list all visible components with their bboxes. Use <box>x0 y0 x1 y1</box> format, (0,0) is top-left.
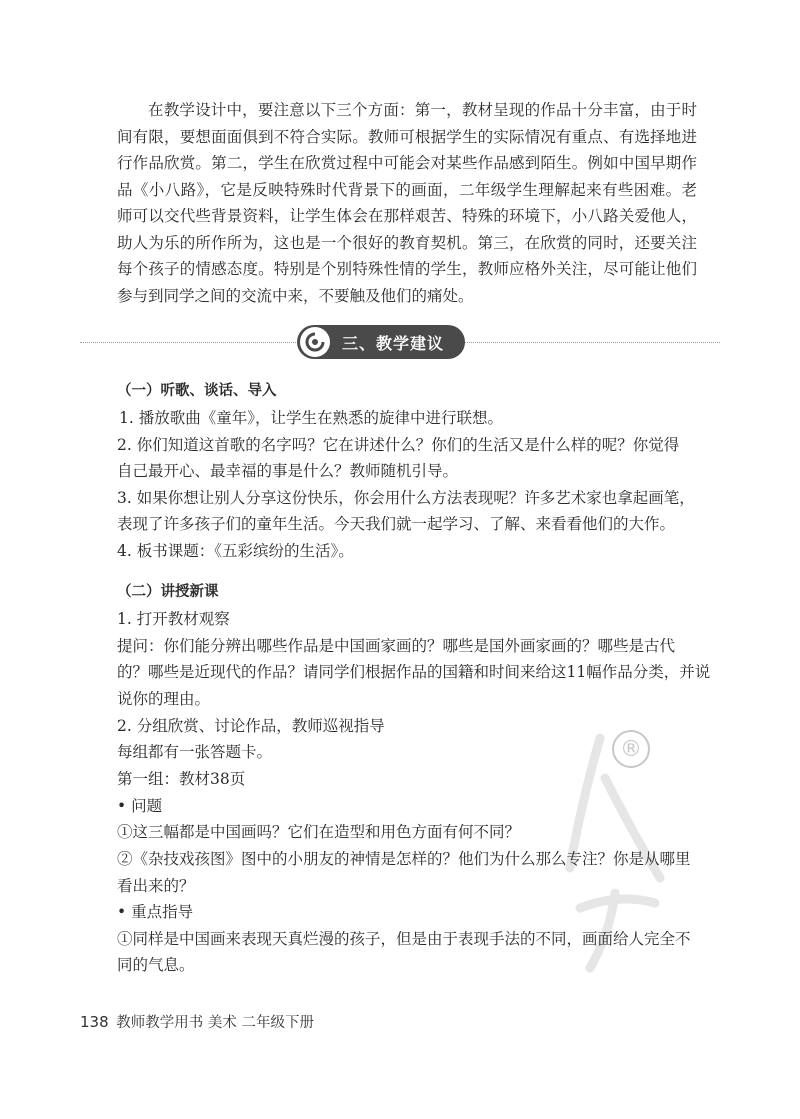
intro-paragraph <box>117 97 697 309</box>
part2-line: 提问：你们能分辨出哪些作品是中国画家画的？哪些是国外画家画的？哪些是古代 <box>117 637 676 655</box>
part2-line: ②《杂技戏孩图》图中的小朋友的神情是怎样的？他们为什么那么专注？你是从哪里 <box>117 850 691 868</box>
part2-heading: （二）讲授新课 <box>117 584 219 600</box>
ring-icon <box>300 327 330 357</box>
part2-line: 每组都有一张答题卡。 <box>117 743 273 761</box>
part1-heading: （一）听歌、谈话、导入 <box>117 383 277 399</box>
part2-line: 2. 分组欣赏、讨论作品，教师巡视指导 <box>117 717 385 735</box>
part2-line: ①这三幅都是中国画吗？它们在造型和用色方面有何不同？ <box>117 823 521 841</box>
registered-mark: ® <box>612 730 650 768</box>
part2-line: 看出来的？ <box>117 877 195 895</box>
section-badge <box>297 325 465 359</box>
part2-line: • 重点指导 <box>117 903 194 921</box>
part1-item: 3. 如果你想让别人分享这份快乐，你会用什么方法表现呢？许多艺术家也拿起画笔， <box>117 489 695 507</box>
section-title: 三、教学建议 <box>342 333 445 353</box>
intro-text: 在教学设计中，要注意以下三个方面：第一，教材呈现的作品十分丰富，由于时间有限，要想面面俱到不符合实际。教师可根据学生的实际情况有重点、有选择地进行作品欣赏。第二，学生在欣赏过程中可能会对某些作品感到陌生。例如中国早期作品《小八路》，它是反映特殊时代背景下的画面，二年级学生理解起来有些困难。老师可以交代些背景资料，让学生体会在那样艰苦、特殊的环境下，小八路关爱他人，助人为乐的所作所为，这也是一个很好的教育契机。第三，在欣赏的同时，还要关注每个孩子的情感态度。特别是个别特殊性情的学生，教师应格外关注，尽可能让他们参与到同学之间的交流中来，不要触及他们的痛处。 <box>117 101 697 305</box>
part2-line: 第一组：教材38页 <box>117 770 246 788</box>
book-title: 教师教学用书 美术 二年级下册 <box>116 1015 314 1031</box>
part1-item: 1. 播放歌曲《童年》，让学生在熟悉的旋律中进行联想。 <box>119 409 503 427</box>
part2-line: 同的气息。 <box>117 956 195 974</box>
part2-line: 的？哪些是近现代的作品？请同学们根据作品的国籍和时间来给这11幅作品分类，并说 <box>117 663 711 681</box>
part2-line: 1. 打开教材观察 <box>117 610 230 628</box>
part2-line: 说你的理由。 <box>117 690 211 708</box>
page-footer <box>80 1011 314 1032</box>
part2-line: ①同样是中国画来表现天真烂漫的孩子，但是由于表现手法的不同，画面给人完全不 <box>117 930 691 948</box>
part1-item: 表现了许多孩子们的童年生活。今天我们就一起学习、了解、来看看他们的大作。 <box>117 515 676 533</box>
part1-item: 2. 你们知道这首歌的名字吗？它在讲述什么？你们的生活又是什么样的呢？你觉得 <box>117 436 680 454</box>
part1-item: 自己最开心、最幸福的事是什么？教师随机引导。 <box>117 462 459 480</box>
page-number: 138 <box>80 1013 109 1031</box>
part2-line: • 问题 <box>117 797 163 815</box>
part1-item: 4. 板书课题：《五彩缤纷的生活》。 <box>117 542 354 560</box>
